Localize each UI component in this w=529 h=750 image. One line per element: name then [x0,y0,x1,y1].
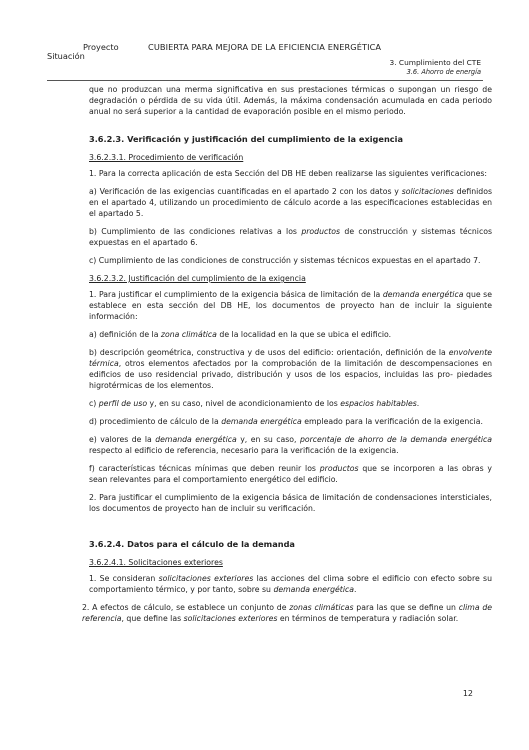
paragraph-just-c: c) perfil de uso y, en su caso, nivel de acondicionamiento de los espacios habitables. [89,399,420,408]
italic-term: espacios habitables [340,399,417,408]
heading-36241: 3.6.2.4.1. Solicitaciones exteriores [89,558,223,567]
heading-36232: 3.6.2.3.2. Justificación del cumplimiento de la exigencia [89,274,306,283]
header-proyecto-label: Proyecto [83,42,119,52]
italic-term: productos [301,227,341,236]
header-subsection: 3.6. Ahorro de energía [406,68,481,76]
italic-term: productos [319,464,359,473]
heading-36231: 3.6.2.3.1. Procedimiento de verificación [89,153,244,162]
italic-term: demanda energética [382,290,464,299]
paragraph-just-b: b) descripción geométrica, constructiva y de usos del edificio: orientación, definición de la envolvente térmica, otros elementos afectados por la comprobación de la limitación de descompensaciones en edificios de uso residencial privado, distribución y usos de los espacios, incluidas las pro- piedades higrotérmicas de los elementos. [89,348,492,390]
heading-3623: 3.6.2.3. Verificación y justificación del cumplimiento de la exigencia [89,134,403,144]
header-situacion-label: Situación [47,51,85,61]
italic-term: zonas climáticas [289,603,354,612]
header-divider [47,80,483,81]
paragraph-verif-a: a) Verificación de las exigencias cuantificadas en el apartado 2 con los datos y solicitaciones definidos en el apartado 4, utilizando un procedimiento de cálculo acorde a las especificaciones establecidas en el apartado 5. [89,187,492,218]
italic-term: demanda energética [221,417,302,426]
header-project-title: CUBIERTA PARA MEJORA DE LA EFICIENCIA ENERGÉTICA [148,42,382,52]
italic-term: zona climática [160,330,217,339]
paragraph-intro: que no produzcan una merma significativa en sus prestaciones térmicas o supongan un riesgo de degradación o pérdida de su vida útil. Además, la máxima condensación acumulada en cada periodo anual no será superior a la cantidad de evaporación posible en el mismo periodo. [89,85,492,116]
italic-term: perfil de uso [98,399,148,408]
italic-term: demanda energética [155,435,237,444]
italic-term: demanda energética [273,585,354,594]
italic-term: solicitaciones exteriores [183,614,278,623]
heading-3624: 3.6.2.4. Datos para el cálculo de la demanda [89,539,295,549]
paragraph-verif-c: c) Cumplimiento de las condiciones de construcción y sistemas técnicos expuestas en el apartado 7. [89,256,481,265]
italic-term: porcentaje de ahorro de la demanda energética [299,435,492,444]
document-body [82,84,493,631]
italic-term: envolvente térmica [89,348,492,368]
italic-term: solicitaciones exteriores [158,574,254,583]
page-number: 12 [462,689,473,698]
paragraph-solic-2: 2. A efectos de cálculo, se establece un conjunto de zonas climáticas para las que se define un clima de referencia, que define las solicitaciones exteriores en términos de temperatura y radiación solar. [82,603,493,623]
italic-term: solicitaciones [401,187,454,196]
paragraph-just-2: 2. Para justificar el cumplimiento de la exigencia básica de limitación de condensaciones intersticiales, los documentos de proyecto han de incluir su verificación. [89,493,492,513]
paragraph-just-f: f) características técnicas mínimas que deben reunir los productos que se incorporen a las obras y sean relevantes para el comportamiento energético del edificio. [89,464,492,484]
paragraph-solic-1: 1. Se consideran solicitaciones exteriores las acciones del clima sobre el edificio con efecto sobre su comportamiento térmico, y por tanto, sobre su demanda energética. [89,574,492,594]
paragraph-just-d: d) procedimiento de cálculo de la demanda energética empleado para la verificación de la exigencia. [89,417,483,426]
paragraph-verif-1: 1. Para la correcta aplicación de esta Sección del DB HE deben realizarse las siguientes verificaciones: [89,169,487,178]
paragraph-just-e: e) valores de la demanda energética y, en su caso, porcentaje de ahorro de la demanda energética respecto al edificio de referencia, necesario para la verificación de la exigencia. [89,435,492,455]
header-section: 3. Cumplimiento del CTE [389,58,481,67]
paragraph-just-a: a) definición de la zona climática de la localidad en la que se ubica el edificio. [89,330,392,339]
italic-term: clima de referencia [82,603,493,623]
paragraph-just-1: 1. Para justificar el cumplimiento de la exigencia básica de limitación de la demanda energética que se establece en esta sección del DB HE, los documentos de proyecto han de incluir la siguiente información: [89,290,492,321]
paragraph-verif-b: b) Cumplimiento de las condiciones relativas a los productos de construcción y sistemas técnicos expuestas en el apartado 6. [89,227,492,247]
